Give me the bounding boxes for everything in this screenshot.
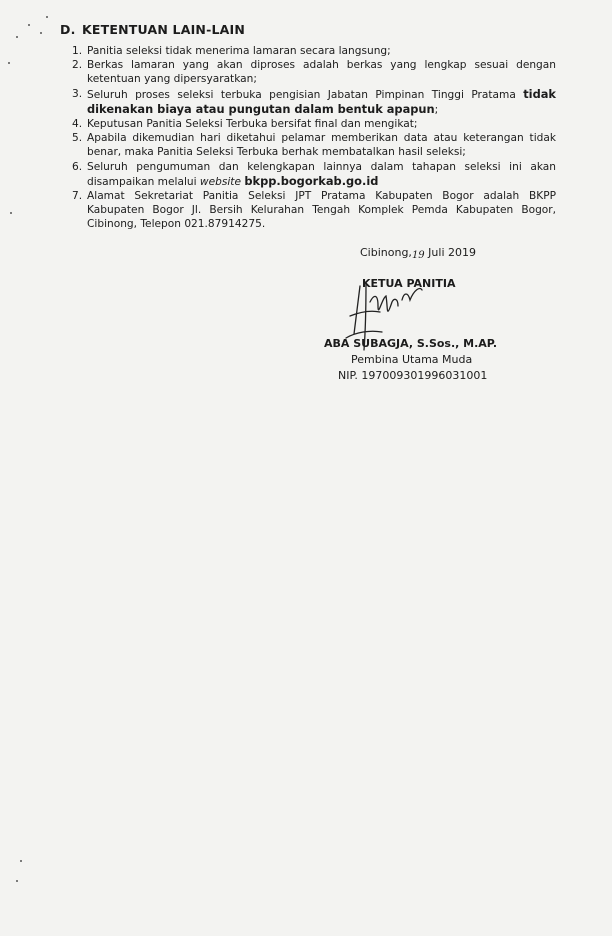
signatory-rank: Pembina Utama Muda — [351, 353, 473, 366]
signatory-nip: NIP. 197009301996031001 — [338, 369, 488, 382]
item-text-bold: tidak dikenakan biaya atau pungutan dalam bentuk apapun — [87, 86, 556, 116]
item-number: 1. — [72, 45, 83, 57]
item-text: Alamat Sekretariat Panitia Seleksi JPT Pratama Kabupaten Bogor adalah BKPP Kabupaten Bogor Jl. Bersih Kelurahan Tengah Komplek Pemda Kabupaten Bogor, Cibinong, Telepon 021.87914275. — [87, 190, 556, 231]
item-number: 6. — [72, 160, 83, 173]
item-text: Keputusan Panitia Seleksi Terbuka bersifat final dan mengikat; — [87, 118, 418, 131]
item-number: 3. — [72, 87, 83, 100]
item-text-plain: Seluruh pengumuman dan kelengkapan lainnya dalam tahapan seleksi ini akan disampaikan melalui — [87, 160, 556, 188]
item-text-plain: Seluruh proses seleksi terbuka pengisian Jabatan Pimpinan Tinggi Pratama — [87, 88, 524, 101]
item-text-italic: website — [199, 175, 241, 188]
section-letter: D. — [60, 22, 76, 37]
item-number: 4. — [72, 118, 83, 131]
item-text: Apabila dikemudian hari diketahui pelamar memberikan data atau keterangan tidak benar, maka Panitia Seleksi Terbuka berhak membatalkan hasil seleksi; — [87, 132, 556, 159]
item-text: Berkas lamaran yang akan diproses adalah berkas yang lengkap sesuai dengan ketentuan yang dipersyaratkan; — [87, 59, 556, 86]
item-text: Panitia seleksi tidak menerima lamaran secara langsung; — [87, 45, 391, 57]
item-text-end: ; — [434, 103, 439, 116]
website-link: bkpp.bogorkab.go.id — [244, 173, 379, 188]
item-number: 5. — [72, 132, 83, 145]
signing-month-year: Juli 2019 — [428, 246, 476, 259]
signing-place: Cibinong, — [360, 246, 412, 259]
signing-date — [360, 246, 476, 261]
item-number: 2. — [72, 59, 83, 72]
signatory-name: ABA SUBAGJA, S.Sos., M.AP. — [324, 337, 498, 350]
signatory-title: KETUA PANITIA — [362, 277, 456, 290]
item-number: 7. — [72, 190, 83, 203]
signing-day-handwritten: 19 — [411, 250, 425, 261]
section-title: KETENTUAN LAIN-LAIN — [82, 22, 246, 37]
